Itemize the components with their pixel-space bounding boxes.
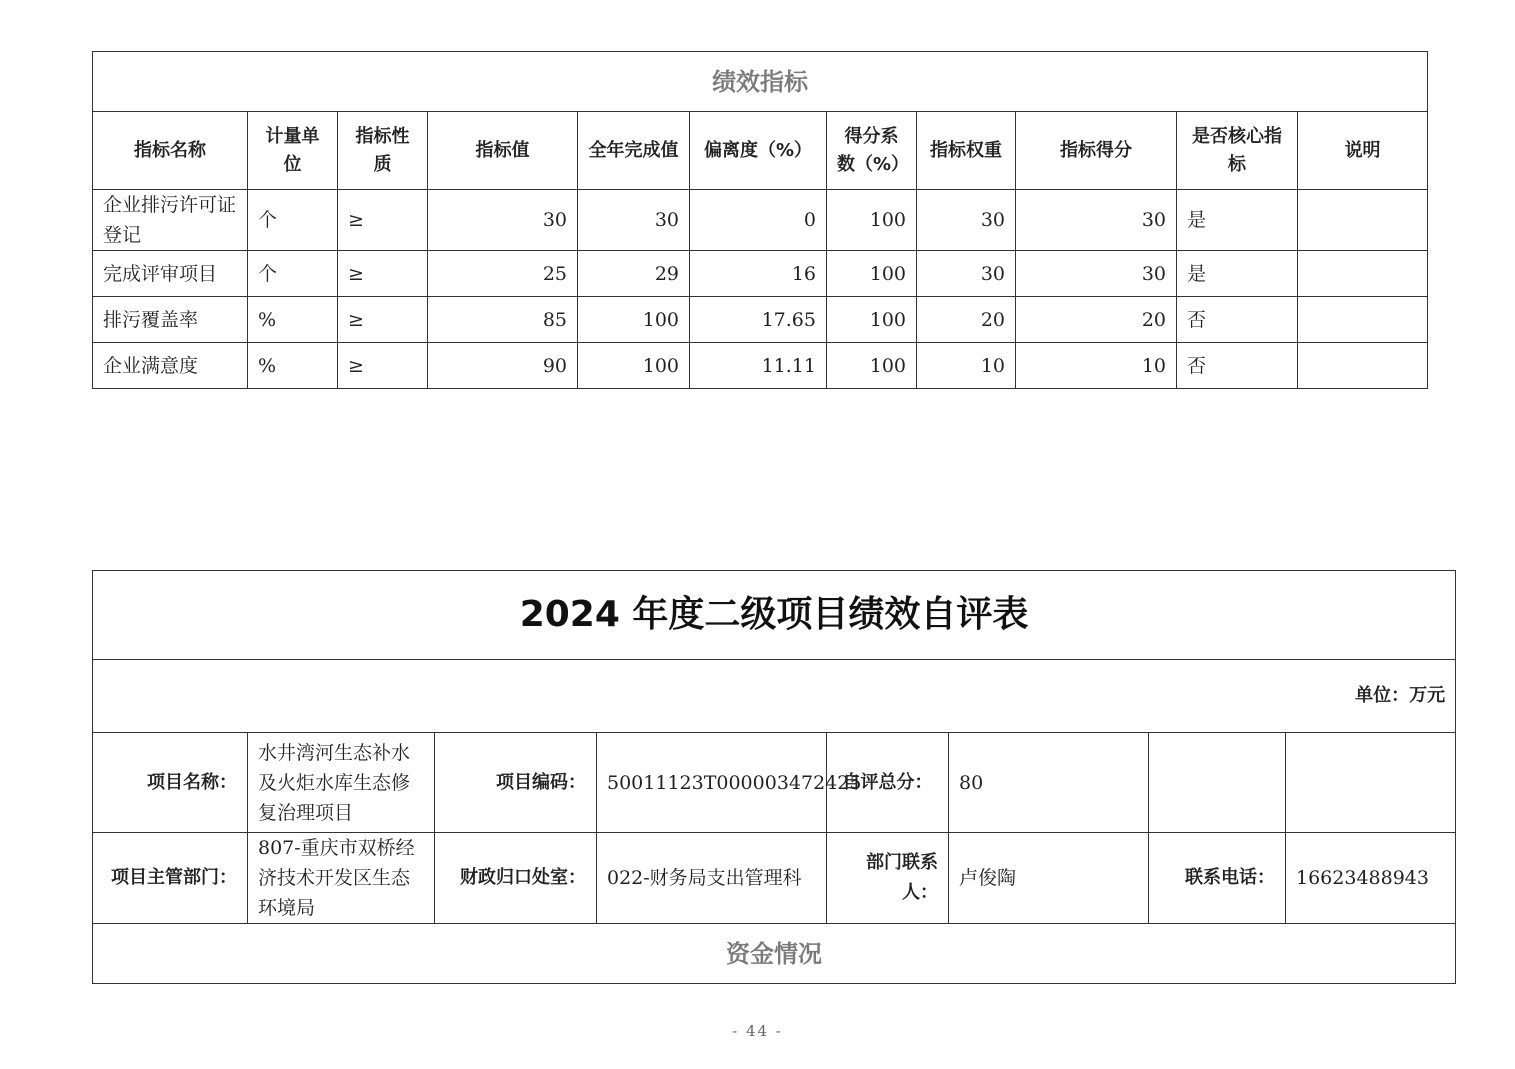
header-deviation: 偏离度（%） [690,112,827,190]
cell-unit: 个 [248,251,338,297]
cell-core: 否 [1177,343,1298,389]
header-score-coefficient: 得分系数（%） [827,112,917,190]
cell-note [1298,297,1428,343]
cell-weight: 10 [917,343,1016,389]
cell-target: 25 [428,251,578,297]
cell-nature: ≥ [338,297,428,343]
cell-actual: 30 [578,190,690,251]
cell-name: 完成评审项目 [93,251,248,297]
self-evaluation-table [92,570,1456,984]
cell-score: 30 [1016,190,1177,251]
performance-table-title: 绩效指标 [93,52,1428,112]
cell-unit: % [248,297,338,343]
cell-coef: 100 [827,251,917,297]
finance-office-label: 财政归口处室： [435,833,597,924]
project-name-value: 水井湾河生态补水及火炬水库生态修复治理项目 [248,733,435,833]
project-code-label: 项目编码： [435,733,597,833]
cell-deviation: 0 [690,190,827,251]
cell-weight: 20 [917,297,1016,343]
cell-coef: 100 [827,190,917,251]
performance-indicator-table [92,51,1428,389]
unit-label: 单位：万元 [93,660,1456,733]
finance-office-value: 022-财务局支出管理科 [597,833,827,924]
header-note: 说明 [1298,112,1428,190]
cell-core: 否 [1177,297,1298,343]
header-weight: 指标权重 [917,112,1016,190]
cell-weight: 30 [917,251,1016,297]
cell-score: 20 [1016,297,1177,343]
empty-cell [1286,733,1456,833]
cell-nature: ≥ [338,343,428,389]
page-number: - 44 - [732,1022,783,1040]
cell-target: 85 [428,297,578,343]
cell-coef: 100 [827,297,917,343]
department-value: 807-重庆市双桥经济技术开发区生态环境局 [248,833,435,924]
cell-nature: ≥ [338,251,428,297]
cell-weight: 30 [917,190,1016,251]
header-score: 指标得分 [1016,112,1177,190]
cell-name: 排污覆盖率 [93,297,248,343]
table-row [93,251,1428,297]
table-row [93,343,1428,389]
cell-note [1298,251,1428,297]
cell-actual: 29 [578,251,690,297]
project-name-label: 项目名称： [93,733,248,833]
contact-person-label: 部门联系人： [827,833,949,924]
cell-nature: ≥ [338,190,428,251]
self-score-value: 80 [949,733,1149,833]
cell-core: 是 [1177,190,1298,251]
project-code-value: 50011123T000003472425 [597,733,827,833]
table-row [93,297,1428,343]
evaluation-table-title: 2024 年度二级项目绩效自评表 [93,571,1456,660]
cell-unit: 个 [248,190,338,251]
empty-cell [1149,733,1286,833]
cell-core: 是 [1177,251,1298,297]
cell-note [1298,190,1428,251]
cell-unit: % [248,343,338,389]
phone-value: 16623488943 [1286,833,1456,924]
cell-score: 30 [1016,251,1177,297]
self-score-label: 自评总分： [827,733,949,833]
cell-coef: 100 [827,343,917,389]
cell-actual: 100 [578,343,690,389]
cell-name: 企业满意度 [93,343,248,389]
header-core-indicator: 是否核心指标 [1177,112,1298,190]
cell-target: 30 [428,190,578,251]
header-indicator-name: 指标名称 [93,112,248,190]
cell-deviation: 16 [690,251,827,297]
header-target-value: 指标值 [428,112,578,190]
cell-deviation: 17.65 [690,297,827,343]
contact-person-value: 卢俊陶 [949,833,1149,924]
header-actual-value: 全年完成值 [578,112,690,190]
cell-target: 90 [428,343,578,389]
header-unit: 计量单位 [248,112,338,190]
cell-actual: 100 [578,297,690,343]
header-nature: 指标性质 [338,112,428,190]
table-row [93,190,1428,251]
cell-score: 10 [1016,343,1177,389]
cell-name: 企业排污许可证登记 [93,190,248,251]
cell-note [1298,343,1428,389]
funds-section-title: 资金情况 [93,924,1456,984]
department-label: 项目主管部门： [93,833,248,924]
phone-label: 联系电话： [1149,833,1286,924]
cell-deviation: 11.11 [690,343,827,389]
